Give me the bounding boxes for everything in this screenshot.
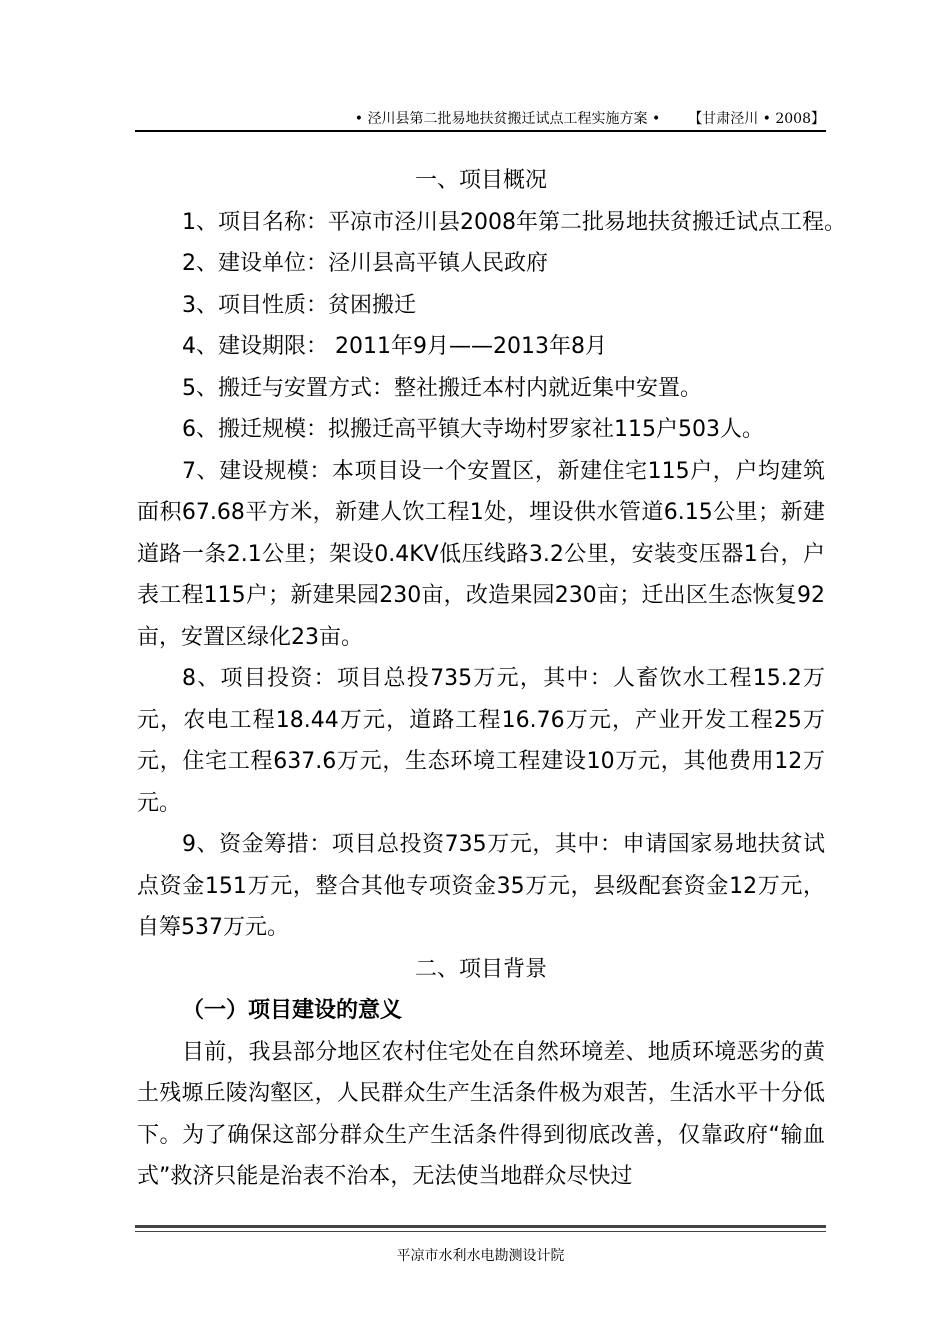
list-item: 2、建设单位：泾川县高平镇人民政府 (182, 251, 548, 276)
list-item: 8、项目投资：项目总投735万元，其中：人畜饮水工程15.2万元，农电工程18.44万元，道路工程16.76万元，产业开发工程25万元，住宅工程637.6万元，生态环境工程建设10万元，其他费用12万元。 (137, 666, 825, 816)
document-body (137, 160, 846, 1198)
header-rule (135, 130, 826, 132)
page-footer: 平凉市水利水电勘测设计院 (396, 1248, 565, 1264)
body-paragraph: 目前，我县部分地区农村住宅处在自然环境差、地质环境恶劣的黄土残塬丘陵沟壑区，人民群众生产生活条件极为艰苦，生活水平十分低下。为了确保这部分群众生产生活条件得到彻底改善，仅靠政府“输血式”救济只能是治表不治本，无法使当地群众尽快过 (137, 1039, 825, 1189)
footer-rule (135, 1225, 826, 1228)
subsection-title: （一）项目建设的意义 (182, 998, 403, 1023)
list-item: 4、建设期限： 2011年9月——2013年8月 (182, 334, 607, 359)
list-item: 1、项目名称：平凉市泾川县2008年第二批易地扶贫搬迁试点工程。 (182, 209, 846, 235)
header-tag: 【甘肃泾川 • 2008】 (688, 111, 825, 127)
list-item: 7、建设规模：本项目设一个安置区，新建住宅115户，户均建筑面积67.68平方米，新建人饮工程1处，埋设供水管道6.15公里；新建道路一条2.1公里；架设0.4KV低压线路3.2公里，安装变压器1台，户表工程115户；新建果园230亩，改造果园230亩；迁出区生态恢复92亩，安置区绿化23亩。 (137, 458, 825, 650)
header-title: • 泾川县第二批易地扶贫搬迁试点工程实施方案 • (354, 111, 661, 127)
section-title: 二、项目背景 (414, 956, 547, 982)
list-item: 5、搬迁与安置方式：整社搬迁本村内就近集中安置。 (182, 375, 702, 401)
list-item: 9、资金筹措：项目总投资735万元，其中：申请国家易地扶贫试点资金151万元，整合其他专项资金35万元，县级配套资金12万元，自筹537万元。 (137, 832, 825, 940)
list-item: 3、项目性质：贫困搬迁 (182, 292, 416, 318)
list-item: 6、搬迁规模：拟搬迁高平镇大寺坳村罗家社115户503人。 (182, 417, 764, 442)
footer-rule-thin (135, 1231, 826, 1232)
page-header (135, 108, 825, 128)
section-title: 一、项目概况 (414, 168, 547, 193)
